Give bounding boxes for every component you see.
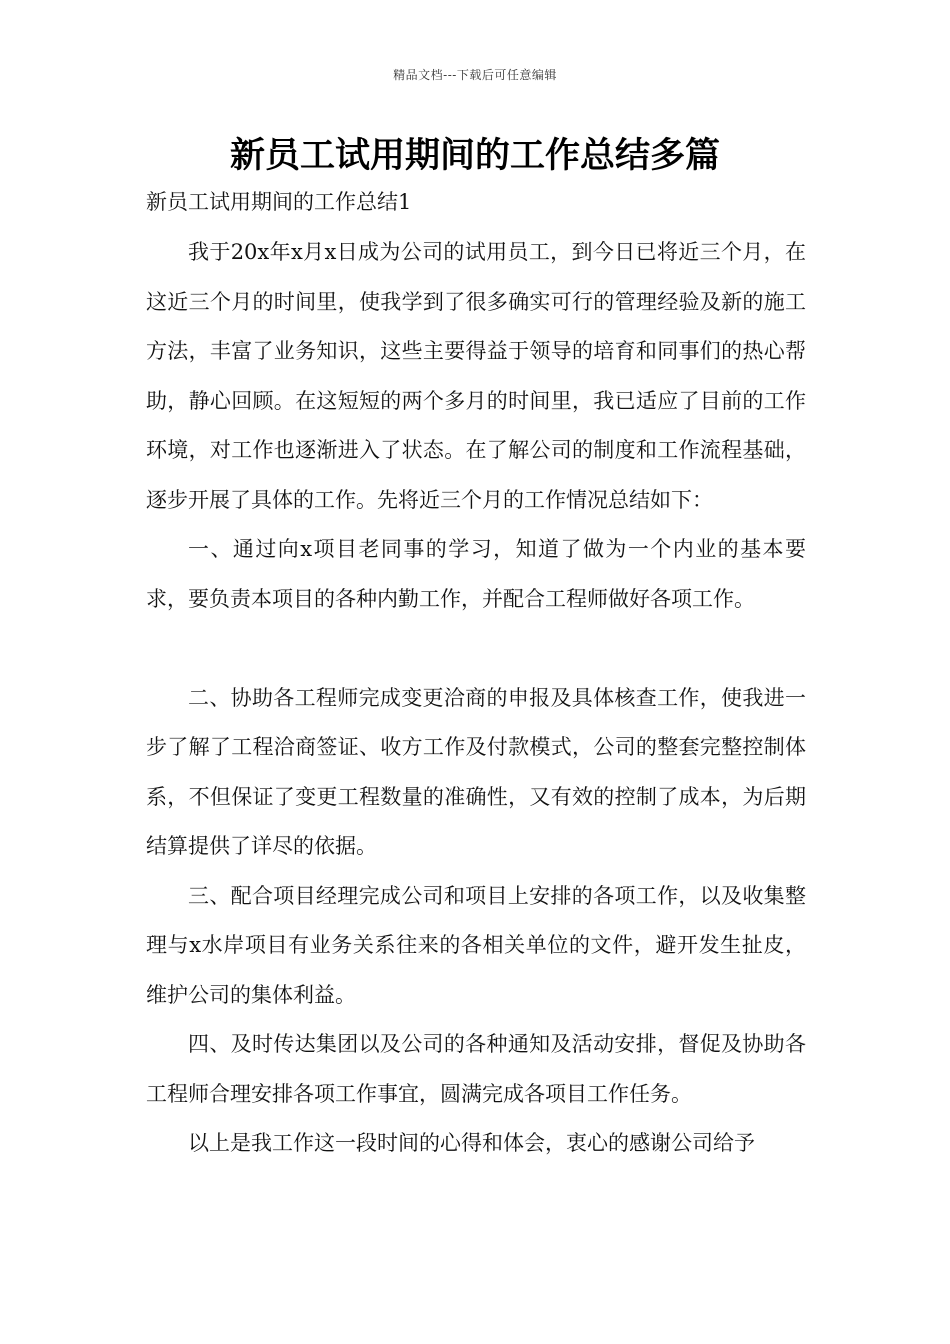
- paragraph-closing: 以上是我工作这一段时间的心得和体会，衷心的感谢公司给予: [188, 1131, 755, 1155]
- document-body: [146, 228, 806, 1169]
- paragraph-item-1: 一、通过向x项目老同事的学习，知道了做为一个内业的基本要求，要负责本项目的各种内勤工作，并配合工程师做好各项工作。: [146, 537, 806, 611]
- paragraph-item-4: 四、及时传达集团以及公司的各种通知及活动安排，督促及协助各工程师合理安排各项工作事宜，圆满完成各项目工作任务。: [146, 1032, 806, 1106]
- blank-line: [146, 624, 806, 674]
- paragraph-intro: 我于20x年x月x日成为公司的试用员工，到今日已将近三个月，在这近三个月的时间里，使我学到了很多确实可行的管理经验及新的施工方法，丰富了业务知识，这些主要得益于领导的培育和同事们的热心帮助，静心回顾。在这短短的两个多月的时间里，我已适应了目前的工作环境，对工作也逐渐进入了状态。在了解公司的制度和工作流程基础，逐步开展了具体的工作。先将近三个月的工作情况总结如下：: [146, 240, 806, 512]
- paragraph-item-2: 二、协助各工程师完成变更洽商的申报及具体核查工作，使我进一步了解了工程洽商签证、收方工作及付款模式，公司的整套完整控制体系，不但保证了变更工程数量的准确性，又有效的控制了成本，为后期结算提供了详尽的依据。: [146, 685, 806, 858]
- header-note: 精品文档---下载后可任意编辑: [393, 68, 557, 82]
- paragraph-item-3: 三、配合项目经理完成公司和项目上安排的各项工作，以及收集整理与x水岸项目有业务关系往来的各相关单位的文件，避开发生扯皮，维护公司的集体利益。: [146, 883, 806, 1007]
- document-title: 新员工试用期间的工作总结多篇: [229, 136, 720, 176]
- section-subtitle: 新员工试用期间的工作总结1: [146, 190, 412, 214]
